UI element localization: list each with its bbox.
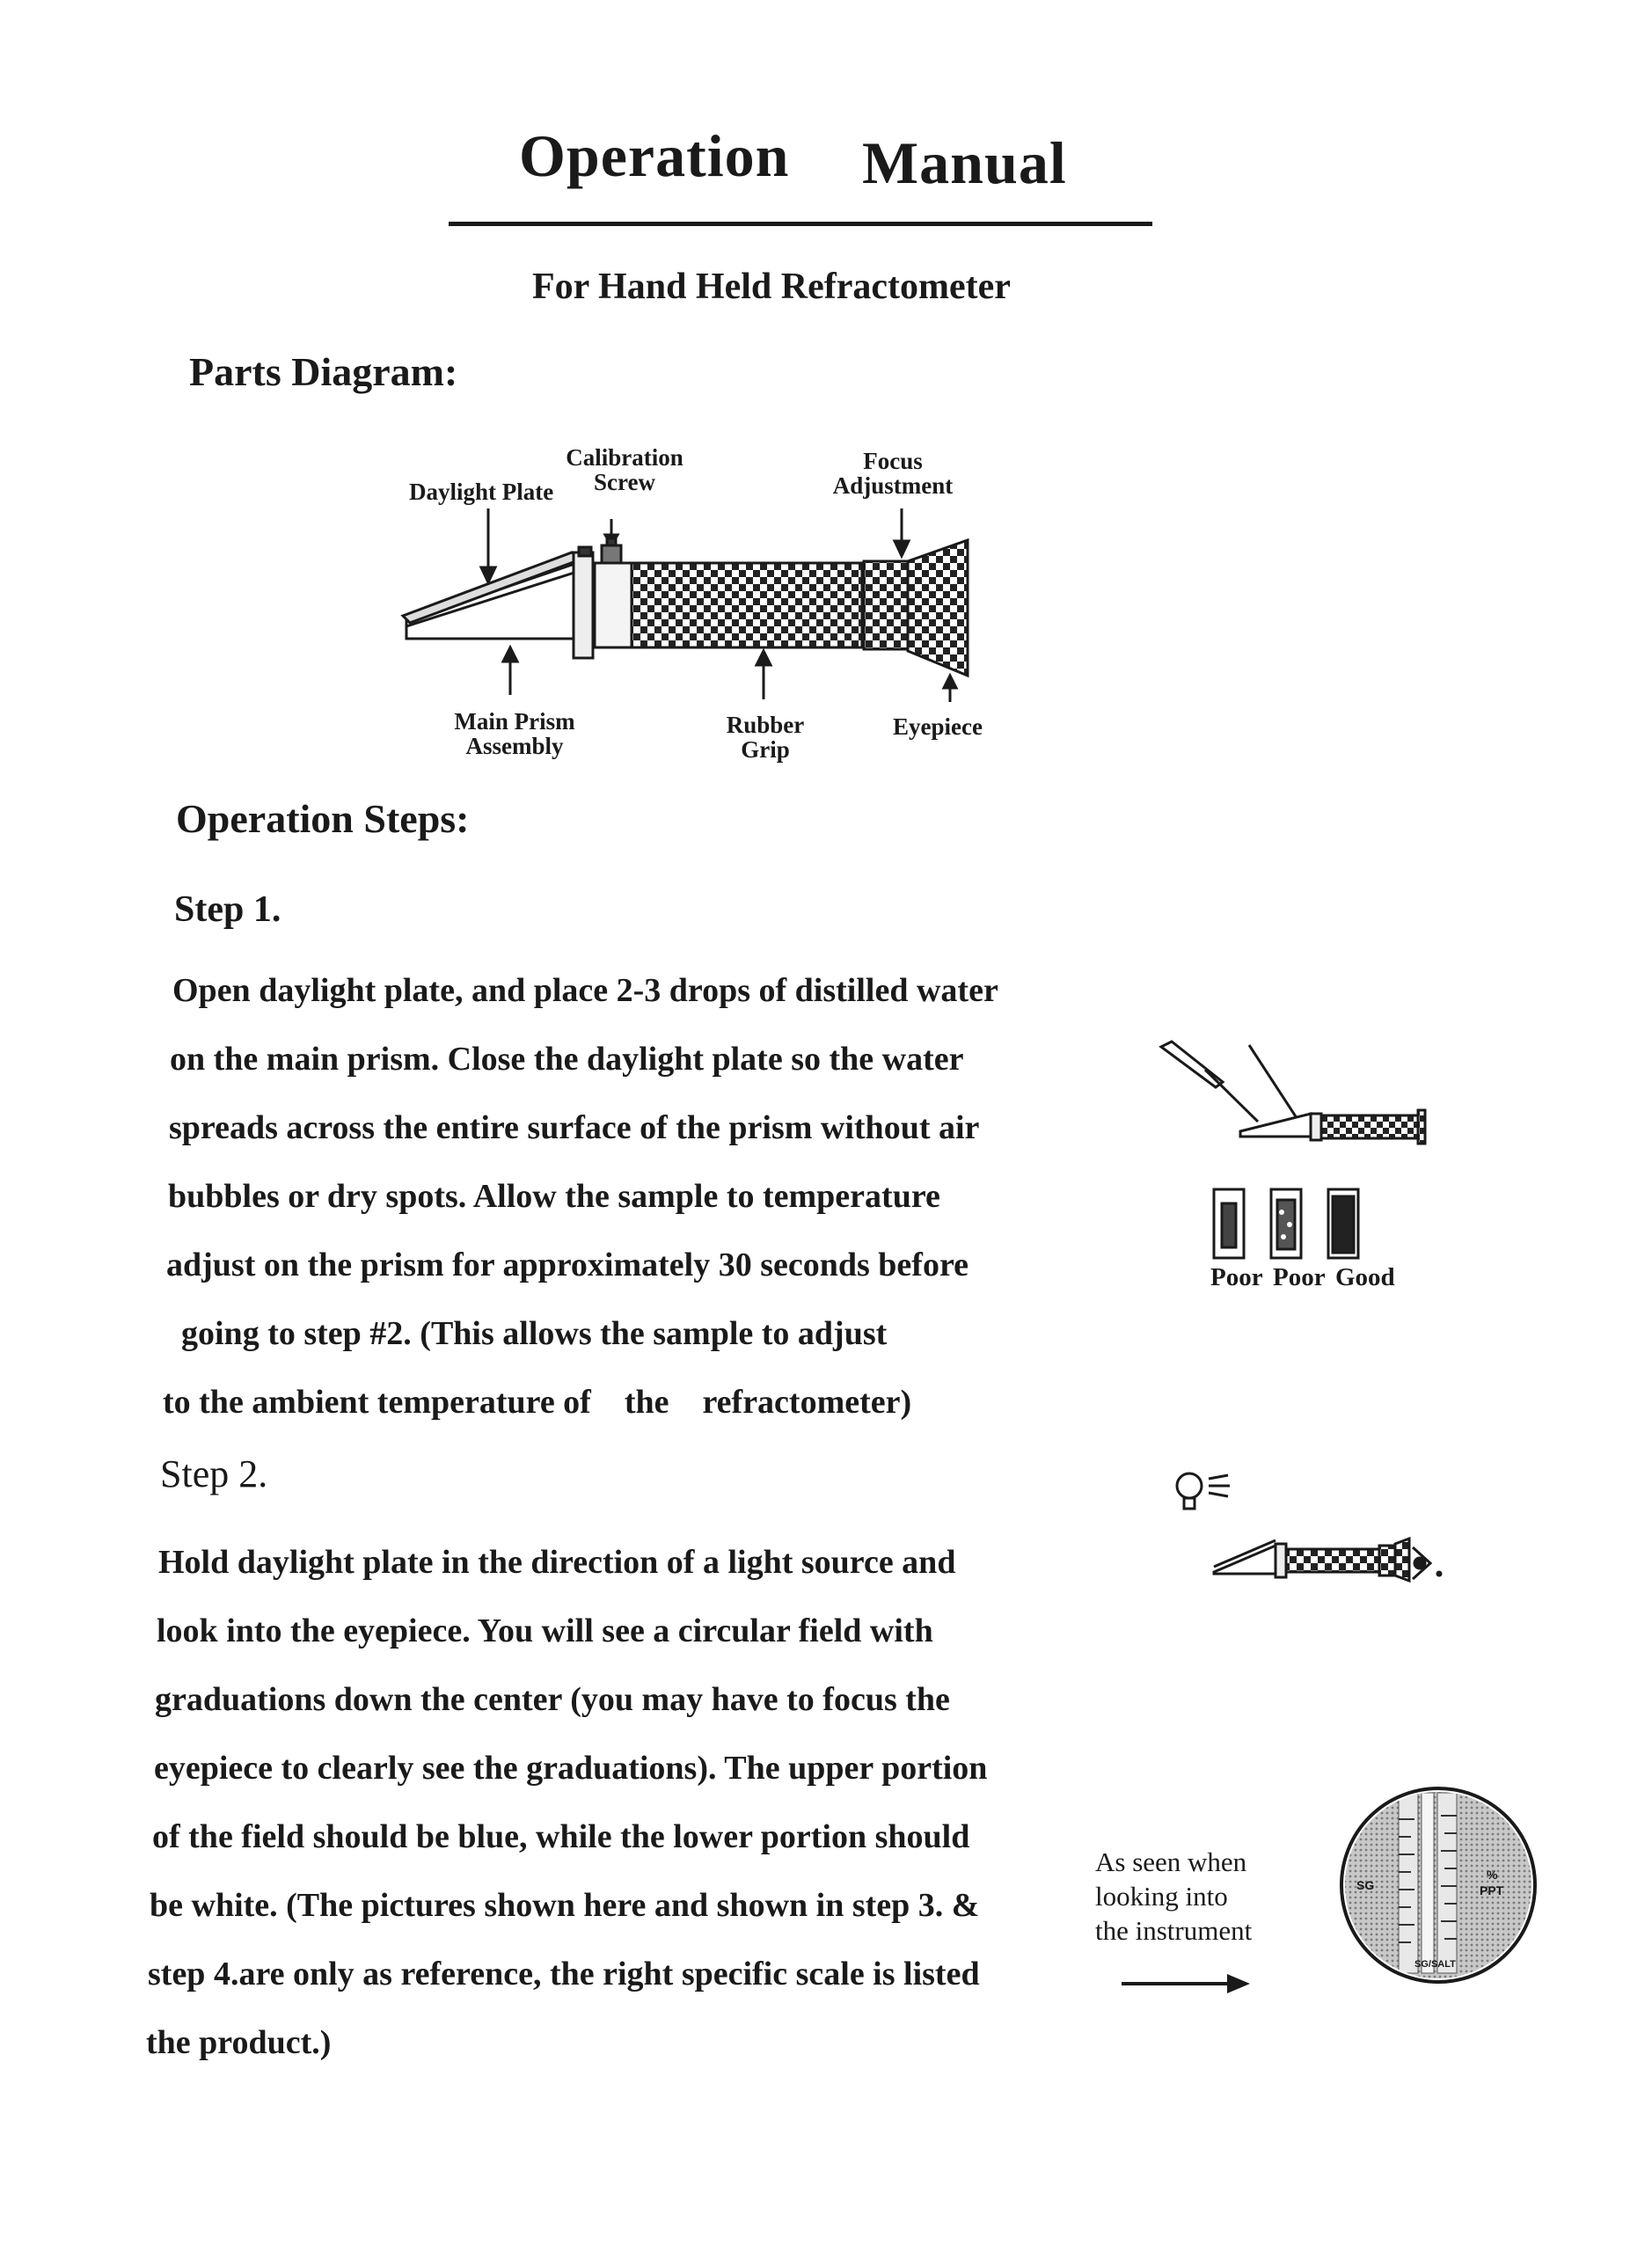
step2-line-6: be white. (The pictures shown here and shown in step 3. & [150,1887,980,1924]
step2-light-illustration [1170,1465,1451,1605]
title-word-manual: Manual [862,129,1067,196]
scale-view-drawing [1337,1784,1539,1986]
label-eyepiece: Eyepiece [893,713,983,740]
title-word-operation: Operation [519,122,790,189]
quality-label-poor-1: Poor [1210,1263,1263,1291]
step2-line-1: Hold daylight plate in the direction of a light source and [158,1544,956,1581]
light-bulb-icon [1177,1473,1230,1509]
side-note [1095,1846,1252,1948]
rubber-grip-drawing [632,563,862,647]
step1-line-4: bubbles or dry spots. Allow the sample to temperature [168,1178,940,1215]
step2-line-8: the product.) [146,2024,332,2061]
step1-line-6: going to step #2. (This allows the sample to adjust [181,1315,888,1352]
step1-line-5: adjust on the prism for approximately 30 seconds before [166,1247,969,1283]
label-rubber-grip-line1: Rubber [726,712,805,738]
label-calibration-line2: Screw [594,469,655,496]
side-note-line-3: the instrument [1095,1914,1253,1946]
step2-line-2: look into the eyepiece. You will see a circular field with [157,1612,933,1649]
label-rubber-grip-line2: Grip [741,736,790,764]
label-focus-line1: Focus [863,448,923,474]
step2-line-5: of the field should be blue, while the lower portion should [152,1818,970,1855]
side-note-line-2: looking into [1095,1880,1228,1912]
right-arrow-icon [1122,1970,1254,1997]
side-note-line-1: As seen when [1095,1846,1247,1877]
label-main-prism-line2: Assembly [465,733,564,760]
step2-line-3: graduations down the center (you may have to focus the [155,1681,950,1718]
step1-heading: Step 1. [174,889,281,930]
step2-line-4: eyepiece to clearly see the graduations). The upper portion [154,1750,988,1787]
quality-label-good: Good [1335,1263,1395,1291]
quality-label-poor-2: Poor [1273,1263,1326,1291]
scale-label-sg: SG [1356,1878,1375,1892]
scale-label-percent: % [1487,1868,1498,1882]
label-main-prism-line1: Main Prism [454,708,575,735]
step2-heading: Step 2. [160,1452,268,1495]
subtitle: For Hand Held Refractometer [532,267,1011,307]
step1-line-3: spreads across the entire surface of the prism without air [169,1109,980,1146]
label-calibration-line1: Calibration [566,444,683,471]
scale-label-ppt: PPT [1480,1883,1504,1897]
label-daylight-plate: Daylight Plate [409,479,554,505]
eye-icon [1413,1547,1441,1579]
step1-line-2: on the main prism. Close the daylight plate so the water [170,1041,964,1078]
parts-diagram-heading: Parts Diagram: [189,349,458,394]
operation-steps-heading: Operation Steps: [176,796,470,841]
scale-label-bottom: SG/SALT [1414,1959,1456,1970]
refractometer-parts-drawing [0,0,1652,792]
label-focus-line2: Adjustment [832,472,954,500]
step1-line-1: Open daylight plate, and place 2-3 drops of distilled water [172,972,998,1009]
step1-line-7: to the ambient temperature of the refractometer) [163,1384,912,1421]
step2-line-7: step 4.are only as reference, the right specific scale is listed [148,1956,980,1992]
